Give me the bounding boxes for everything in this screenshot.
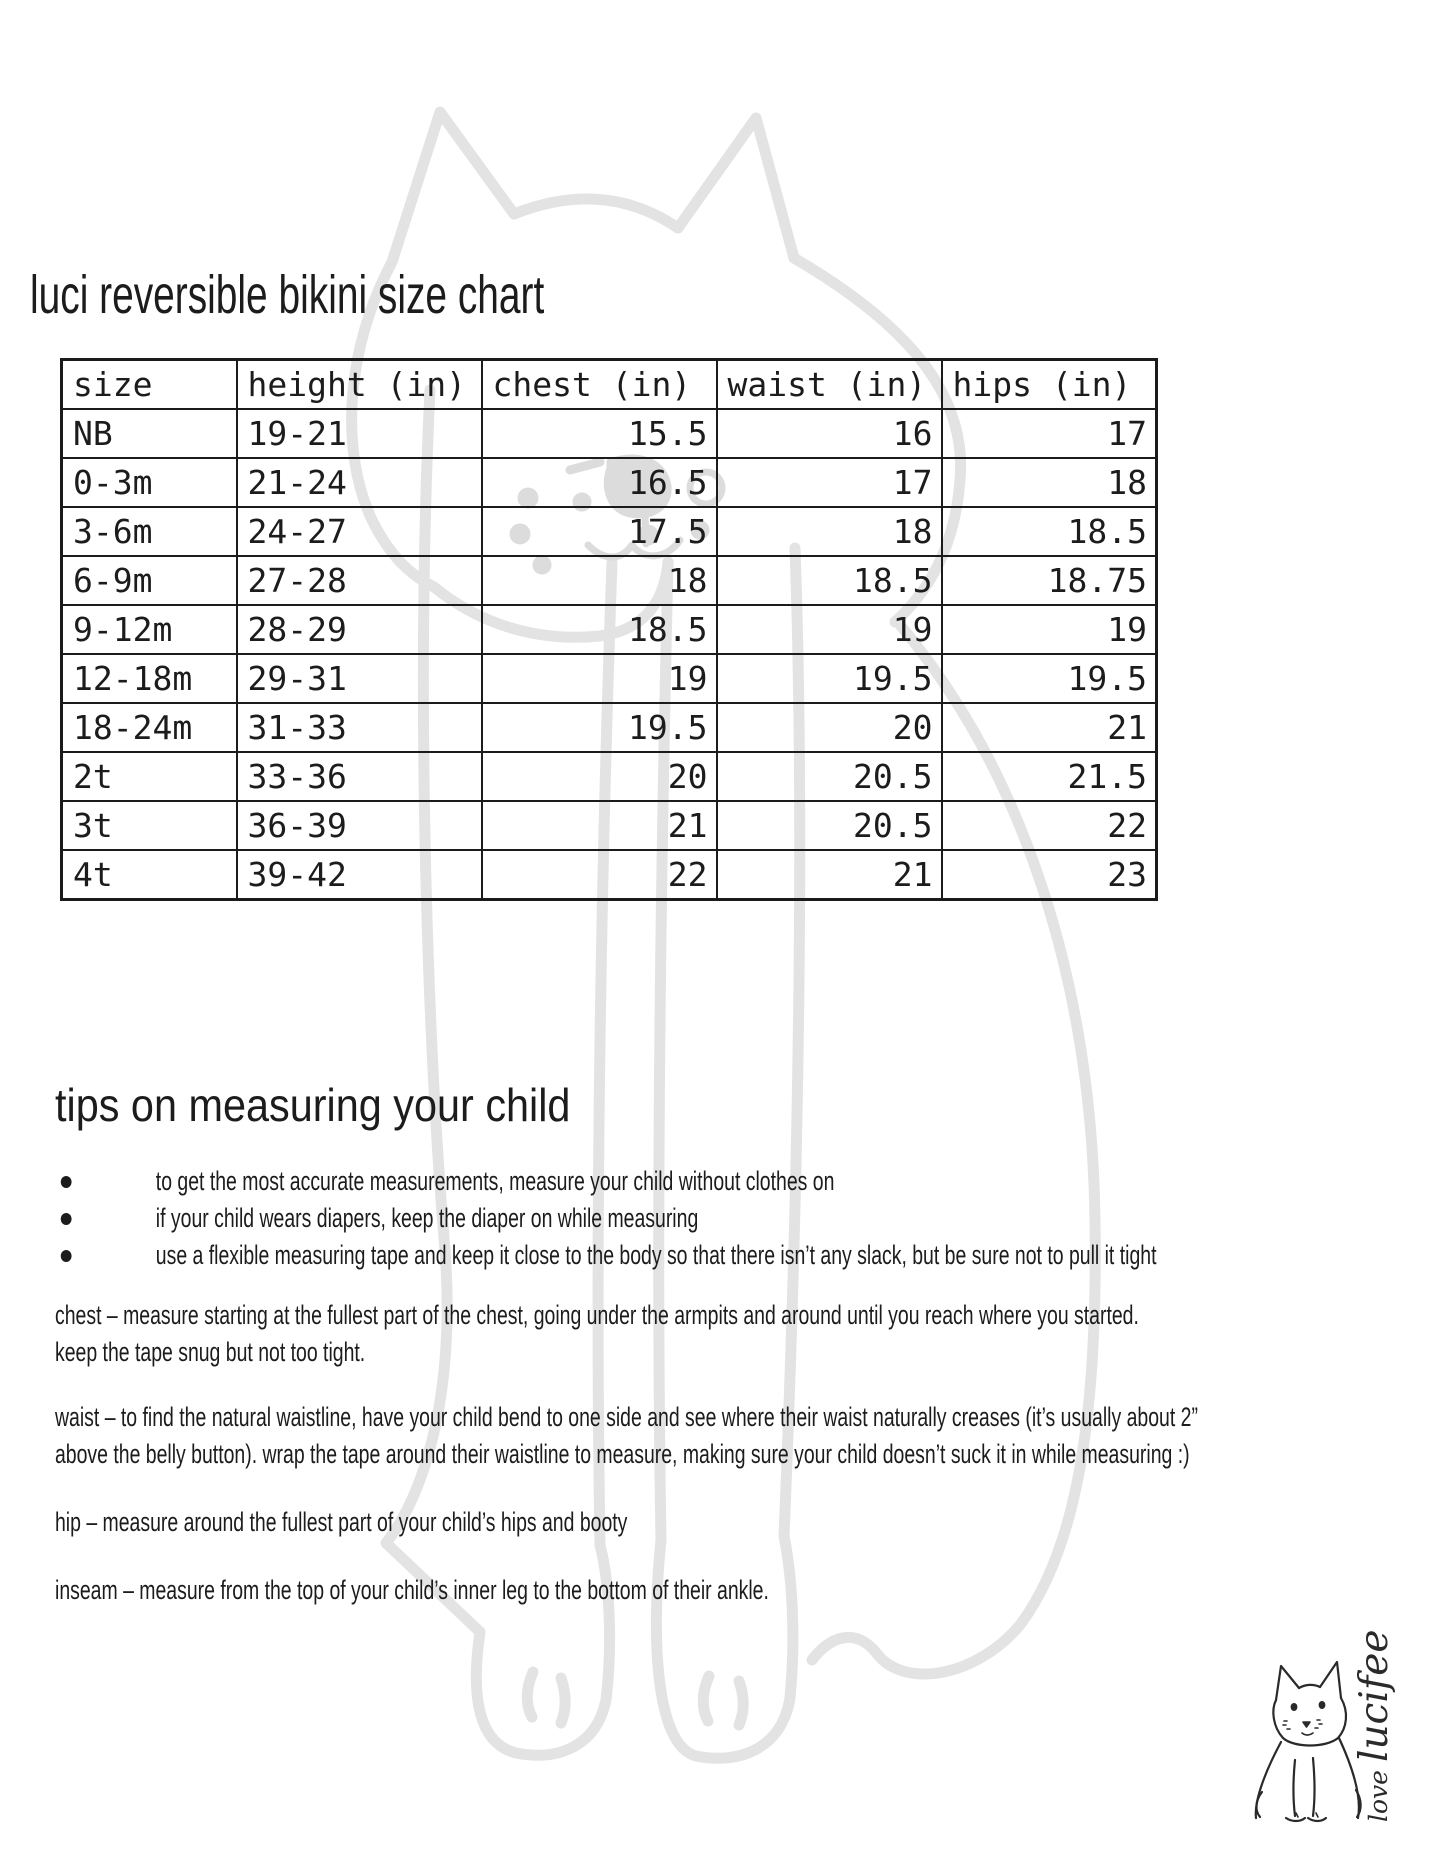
chest-cell: 22 (482, 850, 717, 900)
waist-cell: 19 (717, 605, 942, 654)
size-cell: 3t (62, 801, 237, 850)
tip-bullet: if your child wears diapers, keep the diaper on while measuring (55, 1200, 1279, 1237)
size-cell: 9-12m (62, 605, 237, 654)
brand-signature-lucifee: lucifee (1352, 1629, 1397, 1763)
height-cell: 28-29 (237, 605, 482, 654)
size-cell: 2t (62, 752, 237, 801)
size-cell: 4t (62, 850, 237, 900)
size-chart-table (60, 358, 1158, 901)
tips-heading: tips on measuring your child (55, 1079, 571, 1131)
table-row (62, 654, 1157, 703)
hips-cell: 19.5 (942, 654, 1157, 703)
waist-cell: 17 (717, 458, 942, 507)
table-row (62, 801, 1157, 850)
hips-cell: 23 (942, 850, 1157, 900)
hip-measuring-paragraph (55, 1504, 627, 1541)
chest-measuring-paragraph (55, 1297, 1139, 1371)
chest-cell: 21 (482, 801, 717, 850)
hips-cell: 21.5 (942, 752, 1157, 801)
table-row (62, 556, 1157, 605)
brand-signature-love: love (1364, 1770, 1393, 1822)
table-row (62, 850, 1157, 900)
chest-cell: 19 (482, 654, 717, 703)
waist-cell: 20 (717, 703, 942, 752)
size-cell: NB (62, 409, 237, 458)
column-header: height (in) (237, 360, 482, 410)
tips-bullet-list (55, 1163, 1279, 1274)
paragraph-line: above the belly button). wrap the tape around their waistline to measure, making sure your child doesn’t suck it in while measuring :) (55, 1439, 1190, 1469)
waist-cell: 18 (717, 507, 942, 556)
hips-cell: 21 (942, 703, 1157, 752)
size-cell: 12-18m (62, 654, 237, 703)
table-row (62, 409, 1157, 458)
size-table-header (62, 360, 1157, 410)
column-header: size (62, 360, 237, 410)
chest-cell: 19.5 (482, 703, 717, 752)
waist-cell: 20.5 (717, 752, 942, 801)
height-cell: 29-31 (237, 654, 482, 703)
header-row (62, 360, 1157, 410)
chest-cell: 17.5 (482, 507, 717, 556)
paragraph-line: inseam – measure from the top of your child’s inner leg to the bottom of their ankle. (55, 1575, 769, 1605)
page-title: luci reversible bikini size chart (30, 265, 545, 325)
size-cell: 0-3m (62, 458, 237, 507)
size-table-body (62, 409, 1157, 900)
chest-cell: 15.5 (482, 409, 717, 458)
height-cell: 27-28 (237, 556, 482, 605)
height-cell: 31-33 (237, 703, 482, 752)
chest-cell: 18.5 (482, 605, 717, 654)
tip-bullet: use a flexible measuring tape and keep it close to the body so that there isn’t any slack, but be sure not to pull it tight (55, 1237, 1279, 1274)
hips-cell: 22 (942, 801, 1157, 850)
table-row (62, 703, 1157, 752)
hips-cell: 19 (942, 605, 1157, 654)
paragraph-line: hip – measure around the fullest part of your child’s hips and booty (55, 1507, 628, 1537)
waist-cell: 21 (717, 850, 942, 900)
column-header: waist (in) (717, 360, 942, 410)
chest-cell: 20 (482, 752, 717, 801)
hips-cell: 18.5 (942, 507, 1157, 556)
size-cell: 3-6m (62, 507, 237, 556)
height-cell: 21-24 (237, 458, 482, 507)
table-row (62, 507, 1157, 556)
table-row (62, 752, 1157, 801)
tip-bullet: to get the most accurate measurements, measure your child without clothes on (55, 1163, 1279, 1200)
height-cell: 33-36 (237, 752, 482, 801)
size-cell: 18-24m (62, 703, 237, 752)
waist-cell: 16 (717, 409, 942, 458)
inseam-measuring-paragraph (55, 1572, 769, 1609)
table-row (62, 458, 1157, 507)
paragraph-line: waist – to find the natural waistline, have your child bend to one side and see where their waist naturally creases (it’s usually about 2” (55, 1402, 1198, 1432)
hips-cell: 17 (942, 409, 1157, 458)
chest-cell: 16.5 (482, 458, 717, 507)
table-row (62, 605, 1157, 654)
height-cell: 24-27 (237, 507, 482, 556)
column-header: hips (in) (942, 360, 1157, 410)
height-cell: 36-39 (237, 801, 482, 850)
hips-cell: 18 (942, 458, 1157, 507)
chest-cell: 18 (482, 556, 717, 605)
waist-measuring-paragraph (55, 1399, 1198, 1473)
height-cell: 39-42 (237, 850, 482, 900)
hips-cell: 18.75 (942, 556, 1157, 605)
waist-cell: 18.5 (717, 556, 942, 605)
height-cell: 19-21 (237, 409, 482, 458)
brand-signature (1352, 1629, 1398, 1822)
column-header: chest (in) (482, 360, 717, 410)
waist-cell: 19.5 (717, 654, 942, 703)
size-cell: 6-9m (62, 556, 237, 605)
waist-cell: 20.5 (717, 801, 942, 850)
paragraph-line: chest – measure starting at the fullest part of the chest, going under the armpits and around until you reach where you started. (55, 1300, 1139, 1330)
paragraph-line: keep the tape snug but not too tight. (55, 1337, 366, 1367)
